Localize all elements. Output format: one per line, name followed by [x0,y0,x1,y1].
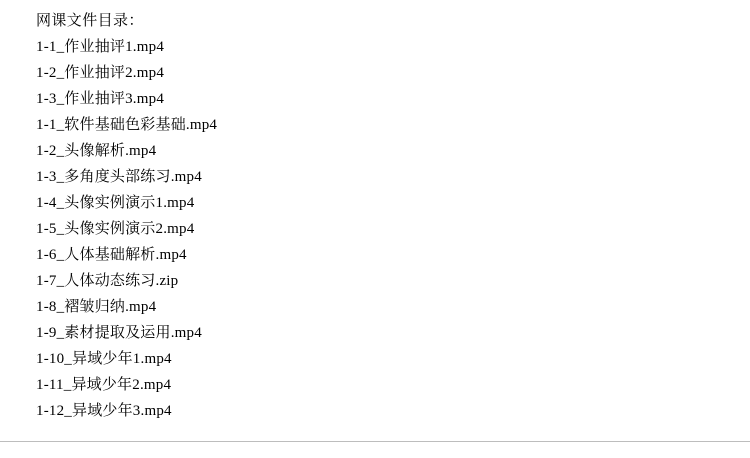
list-item: 1-4_头像实例演示1.mp4 [36,195,195,211]
list-item: 1-9_素材提取及运用.mp4 [36,325,202,341]
list-item: 1-2_头像解析.mp4 [36,143,157,159]
list-item: 1-3_多角度头部练习.mp4 [36,169,202,185]
list-item: 1-11_异域少年2.mp4 [36,377,172,393]
horizontal-divider [0,441,750,442]
list-item: 1-8_褶皱归纳.mp4 [36,299,157,315]
list-item: 1-12_异域少年3.mp4 [36,403,172,419]
list-item: 1-6_人体基础解析.mp4 [36,247,187,263]
list-item: 1-3_作业抽评3.mp4 [36,91,165,107]
file-directory-listing [36,8,726,424]
list-item: 1-10_异域少年1.mp4 [36,351,172,367]
list-item: 1-7_人体动态练习.zip [36,273,179,289]
list-item: 1-1_软件基础色彩基础.mp4 [36,117,218,133]
listing-heading: 网课文件目录： [36,13,144,29]
list-item: 1-1_作业抽评1.mp4 [36,39,165,55]
list-item: 1-5_头像实例演示2.mp4 [36,221,195,237]
list-item: 1-2_作业抽评2.mp4 [36,65,165,81]
